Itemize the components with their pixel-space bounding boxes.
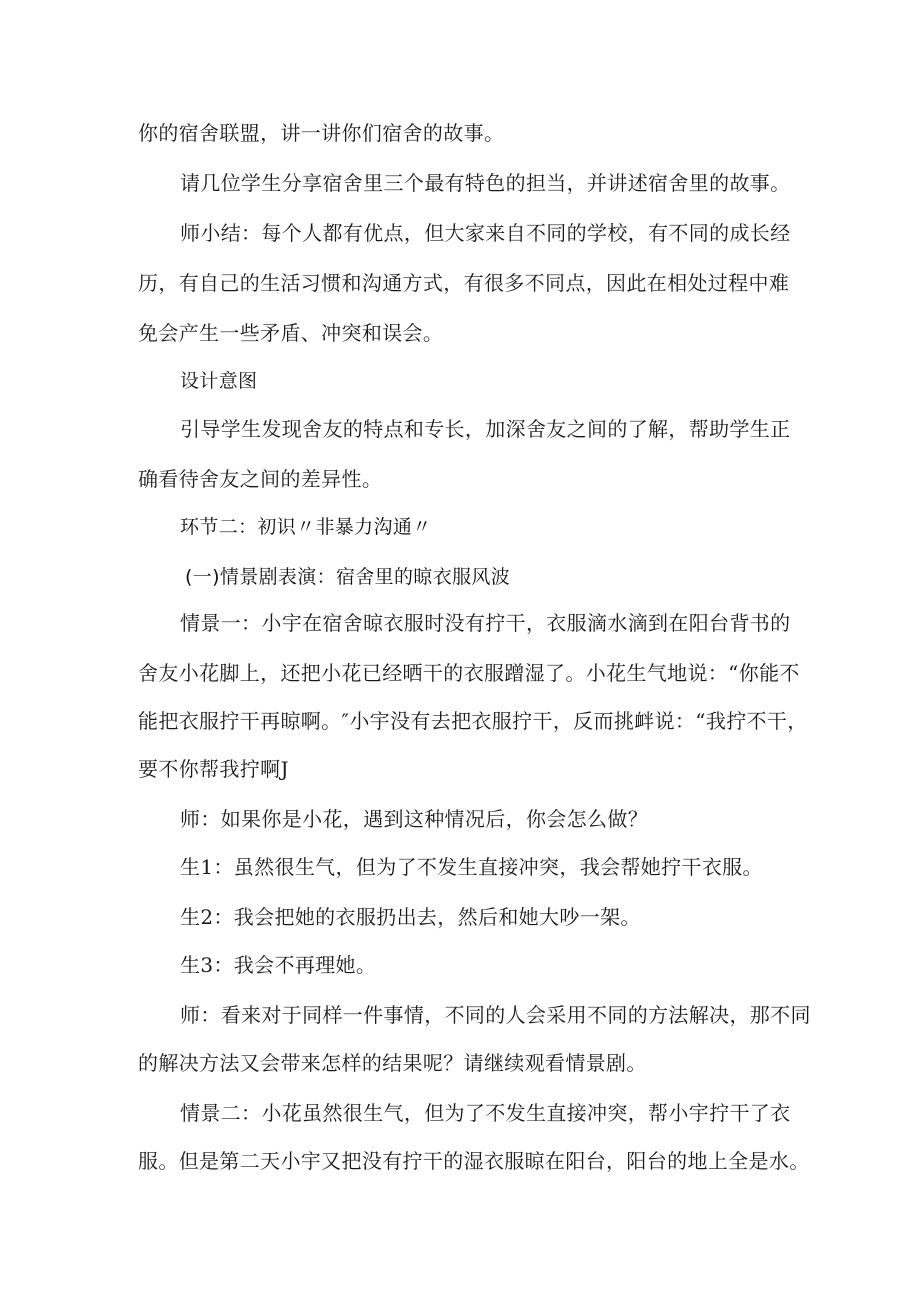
paragraph-line: 引导学生发现舍友的特点和专长，加深舍友之间的了解，帮助学生正 — [180, 417, 791, 441]
paragraph-line: 师：如果你是小花，遇到这种情况后，你会怎么做？ — [180, 807, 649, 831]
section-heading: 设计意图 — [180, 370, 258, 392]
paragraph-line: 师：看来对于同样一件事情，不同的人会采用不同的方法解决，那不同 — [180, 1003, 811, 1027]
paragraph-line: 服。但是第二天小宇又把没有拧干的湿衣服晾在阳台，阳台的地上全是水。 — [138, 1149, 810, 1173]
paragraph-line: 舍友小花脚上，还把小花已经晒干的衣服蹭湿了。小花生气地说：“你能不 — [138, 661, 800, 685]
paragraph-line: 生1：虽然很生气，但为了不发生直接冲突，我会帮她拧干衣服。 — [180, 855, 763, 879]
paragraph-line: 师小结：每个人都有优点，但大家来自不同的学校，有不同的成长经 — [180, 221, 791, 245]
paragraph-line: 免会产生一些矛盾、冲突和误会。 — [138, 321, 444, 345]
paragraph-line: 你的宿舍联盟，讲一讲你们宿舍的故事。 — [138, 121, 505, 145]
paragraph-line: 的解决方法又会带来怎样的结果呢？请继续观看情景剧。 — [138, 1051, 647, 1075]
paragraph-line: 情景一：小宇在宿舍晾衣服时没有拧干，衣服滴水滴到在阳台背书的 — [180, 611, 791, 635]
paragraph-line: 要不你帮我拧啊J — [138, 757, 289, 781]
paragraph-line: 生3：我会不再理她。 — [180, 953, 377, 977]
paragraph-line: 确看待舍友之间的差异性。 — [138, 467, 383, 491]
paragraph-line: 请几位学生分享宿舍里三个最有特色的担当，并讲述宿舍里的故事。 — [180, 171, 791, 195]
paragraph-line: 情景二：小花虽然很生气，但为了不发生直接冲突，帮小宇拧干了衣 — [180, 1101, 791, 1125]
paragraph-line: 生2：我会把她的衣服扔出去，然后和她大吵一架。 — [180, 905, 641, 929]
subsection-heading: (一)情景剧表演：宿舍里的晾衣服风波 — [185, 566, 511, 588]
paragraph-line: 能把衣服拧干再晾啊。″小宇没有去把衣服拧干，反而挑衅说：“我拧不干， — [138, 709, 808, 733]
paragraph-line: 历，有自己的生活习惯和沟通方式，有很多不同点，因此在相处过程中难 — [138, 271, 790, 295]
section-heading: 环节二：初识〃非暴力沟通〃 — [180, 516, 432, 538]
